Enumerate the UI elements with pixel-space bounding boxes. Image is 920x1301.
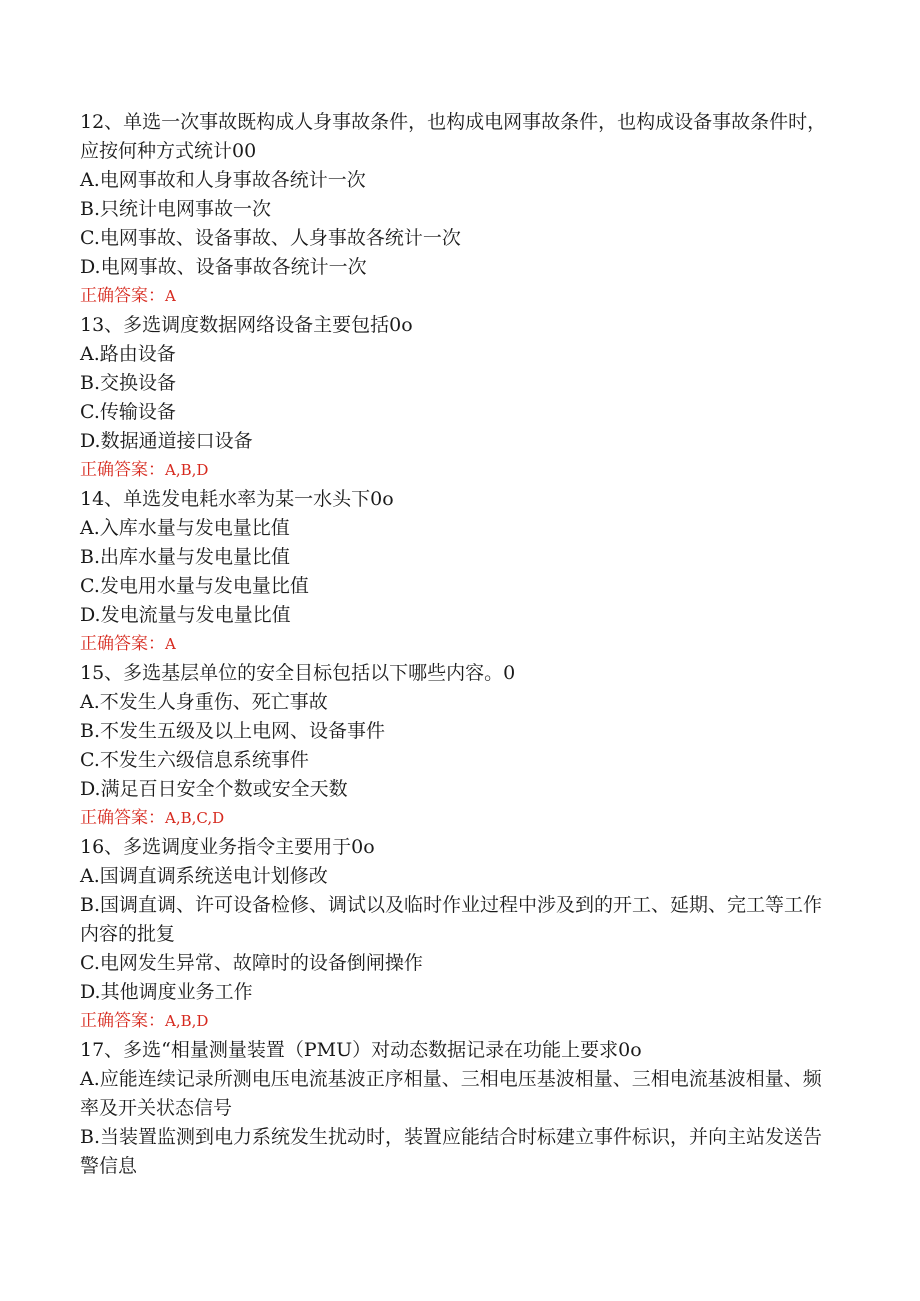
option-a: A.国调直调系统送电计划修改 (80, 865, 328, 887)
question-16 (80, 833, 840, 1036)
question-14 (80, 485, 840, 659)
answer-value: A (165, 287, 176, 305)
question-stem: 12、单选一次事故既构成人身事故条件，也构成电网事故条件，也构成设备事故条件时，应按何种方式统计00 (80, 111, 827, 162)
question-stem: 15、多选基层单位的安全目标包括以下哪些内容。0 (80, 662, 516, 684)
answer-value: A (165, 635, 176, 653)
option-c: C.传输设备 (80, 401, 176, 423)
option-b: B.交换设备 (80, 372, 177, 394)
answer-value: A,B,D (165, 461, 209, 479)
option-d: D.电网事故、设备事故各统计一次 (80, 256, 367, 278)
option-d: D.其他调度业务工作 (80, 981, 253, 1003)
answer-value: A,B,D (165, 1012, 209, 1030)
answer-value: A,B,C,D (165, 809, 225, 827)
option-c: C.电网发生异常、故障时的设备倒闸操作 (80, 952, 423, 974)
question-13 (80, 311, 840, 485)
option-a: A.路由设备 (80, 343, 176, 365)
answer-label: 正确答案： (80, 808, 165, 828)
question-stem: 14、单选发电耗水率为某一水头下0o (80, 488, 394, 510)
option-b: B.只统计电网事故一次 (80, 198, 272, 220)
option-b: B.出库水量与发电量比值 (80, 546, 291, 568)
question-15 (80, 659, 840, 833)
option-b: B.国调直调、许可设备检修、调试以及临时作业过程中涉及到的开工、延期、完工等工作内容的批复 (80, 894, 823, 945)
question-stem: 17、多选“相量测量装置（PMU）对动态数据记录在功能上要求0o (80, 1039, 642, 1061)
answer-label: 正确答案： (80, 634, 165, 654)
correct-answer (80, 282, 840, 311)
correct-answer (80, 630, 840, 659)
question-12 (80, 108, 840, 311)
question-stem: 13、多选调度数据网络设备主要包括0o (80, 314, 413, 336)
option-b: B.不发生五级及以上电网、设备事件 (80, 720, 386, 742)
question-stem: 16、多选调度业务指令主要用于0o (80, 836, 375, 858)
option-c: C.电网事故、设备事故、人身事故各统计一次 (80, 227, 461, 249)
option-d: D.满足百日安全个数或安全天数 (80, 778, 348, 800)
correct-answer (80, 804, 840, 833)
answer-label: 正确答案： (80, 286, 165, 306)
correct-answer (80, 1007, 840, 1036)
option-a: A.应能连续记录所测电压电流基波正序相量、三相电压基波相量、三相电流基波相量、频率及开关状态信号 (80, 1068, 822, 1119)
correct-answer (80, 456, 840, 485)
option-a: A.电网事故和人身事故各统计一次 (80, 169, 366, 191)
document-page (80, 108, 840, 1181)
answer-label: 正确答案： (80, 1011, 165, 1031)
option-c: C.不发生六级信息系统事件 (80, 749, 309, 771)
option-a: A.不发生人身重伤、死亡事故 (80, 691, 328, 713)
question-17 (80, 1036, 840, 1181)
option-b: B.当装置监测到电力系统发生扰动时，装置应能结合时标建立事件标识，并向主站发送告警信息 (80, 1126, 823, 1177)
option-c: C.发电用水量与发电量比值 (80, 575, 309, 597)
option-d: D.发电流量与发电量比值 (80, 604, 291, 626)
option-a: A.入库水量与发电量比值 (80, 517, 290, 539)
answer-label: 正确答案： (80, 460, 165, 480)
option-d: D.数据通道接口设备 (80, 430, 253, 452)
